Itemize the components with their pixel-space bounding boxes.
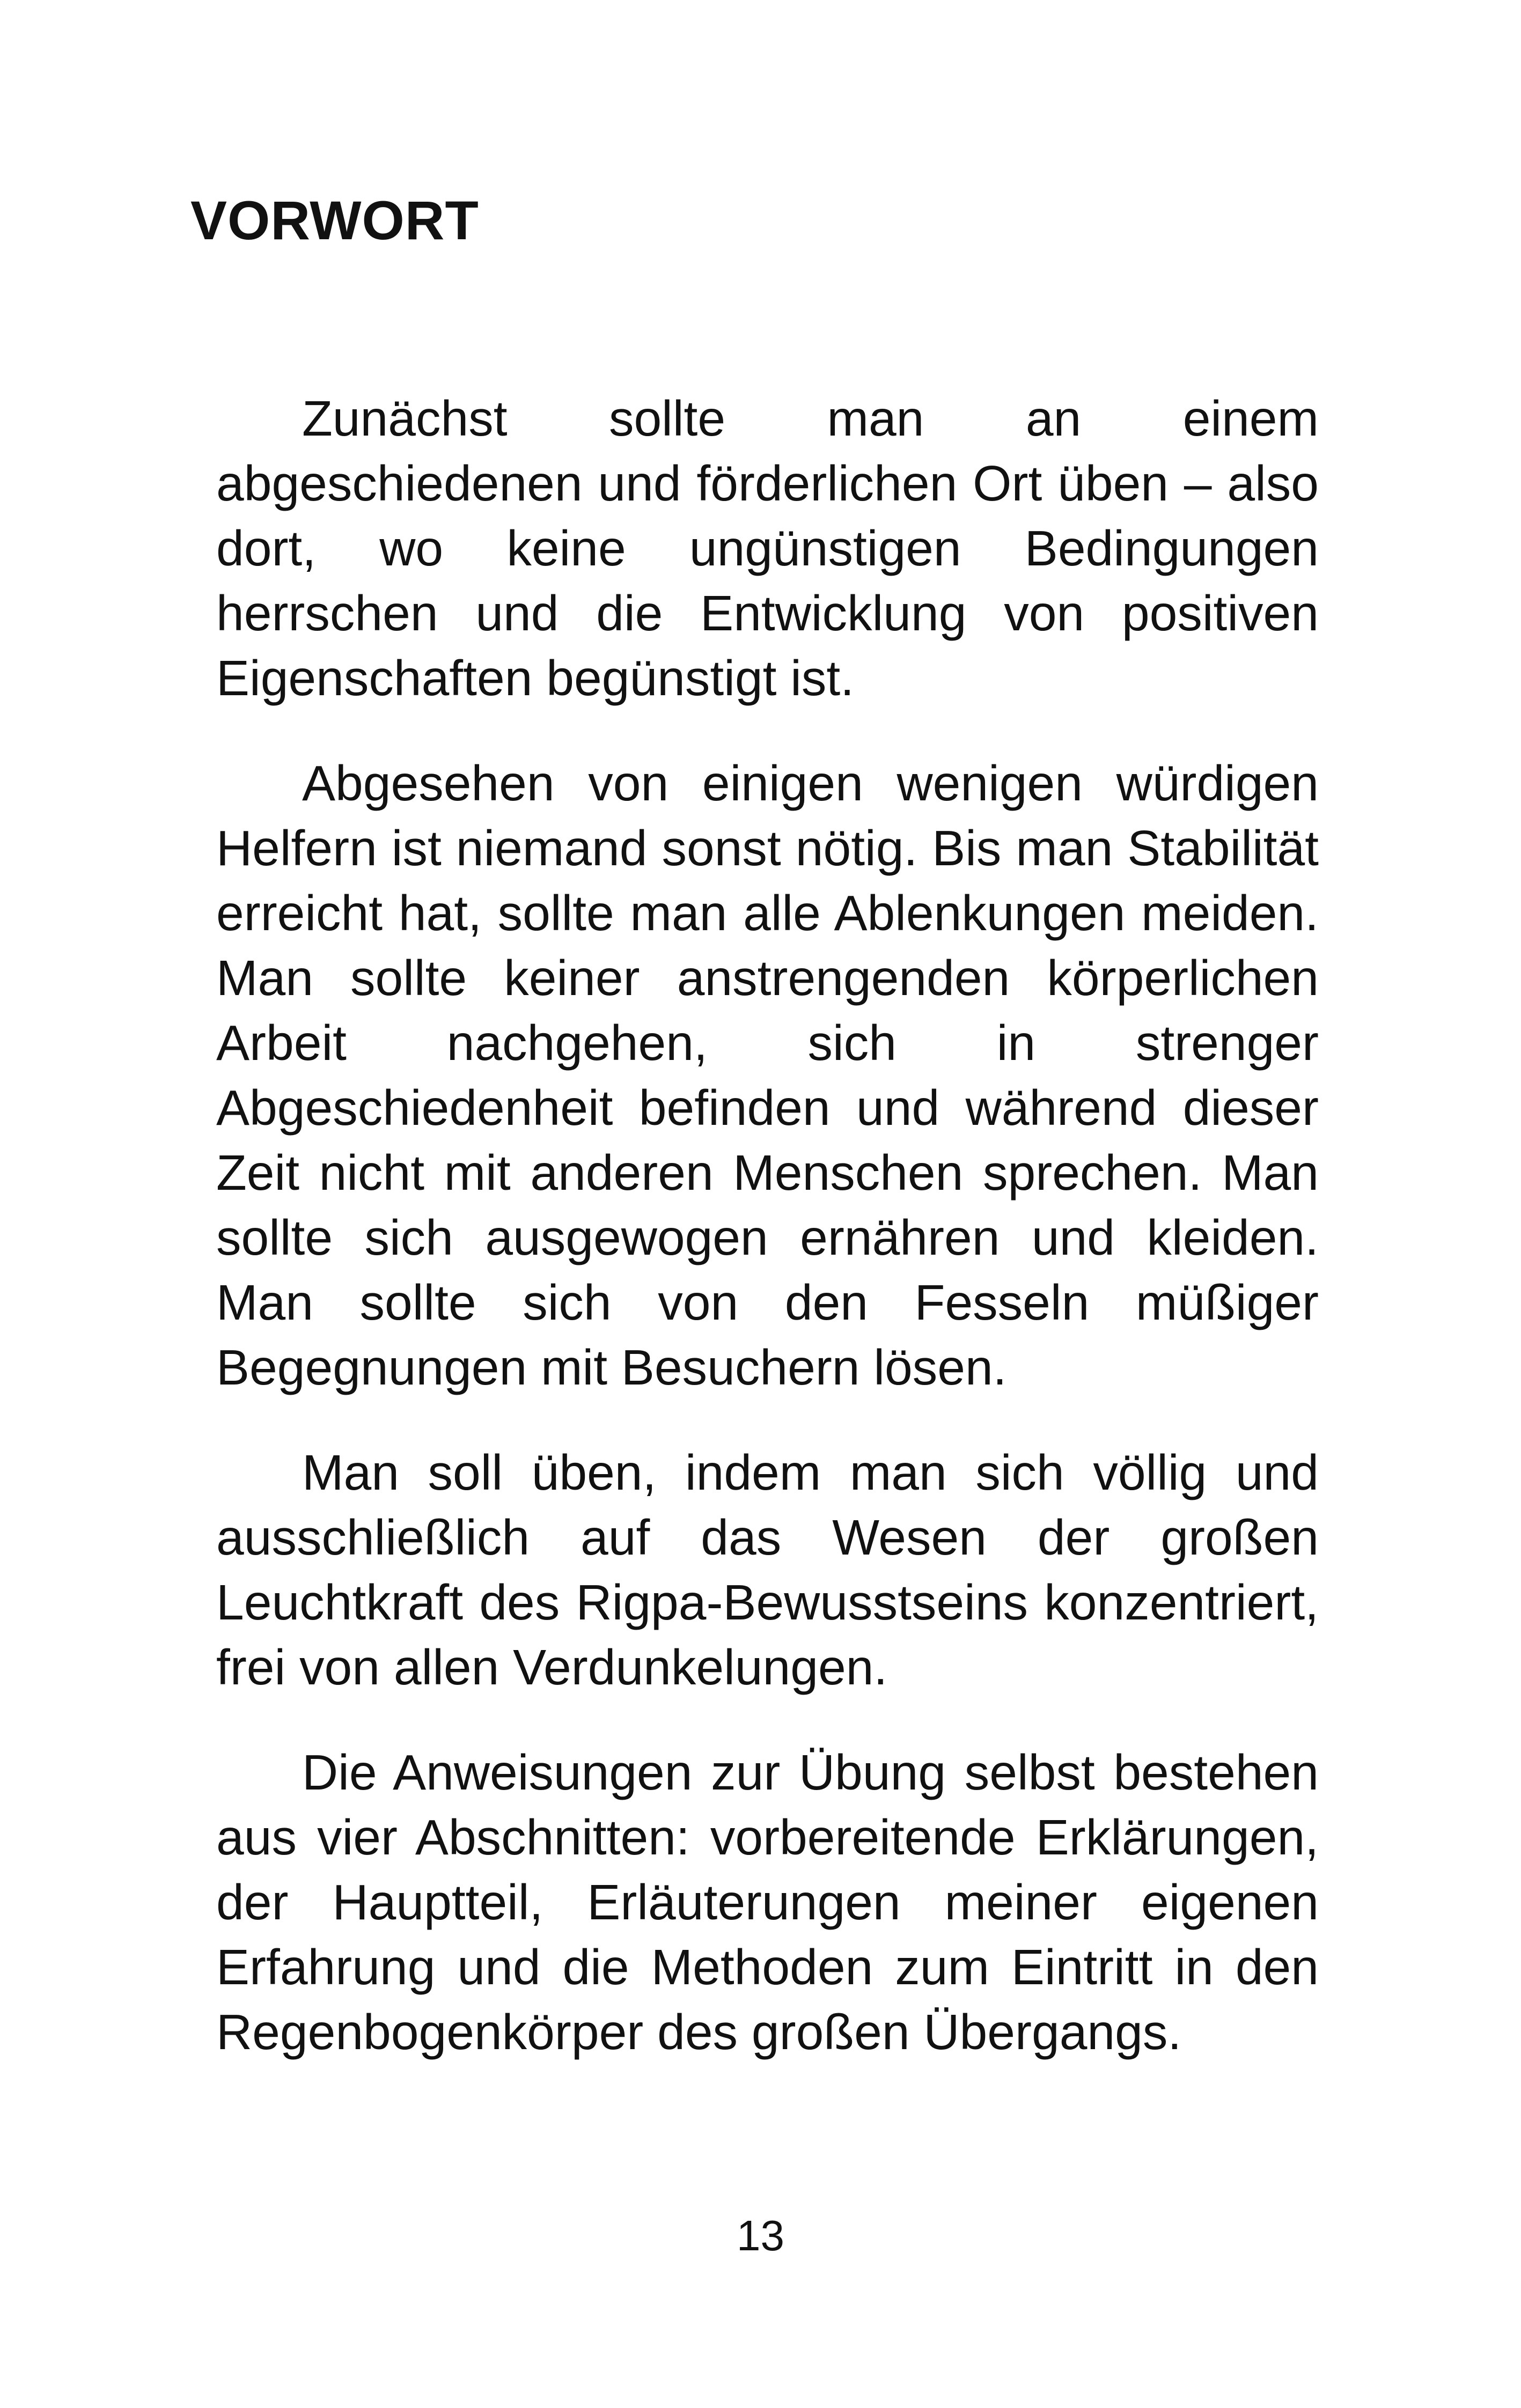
body-text [216, 386, 1319, 2105]
paragraph-1: Zunächst sollte man an einem abgeschiedenen und förderlichen Ort üben – also dort, wo keine ungünstigen Bedingungen herrschen und die Entwicklung von positiven Eigenschaften begünstigt ist. [216, 391, 1319, 706]
chapter-heading: VORWORT [190, 190, 479, 251]
paragraph-2: Abgesehen von einigen wenigen würdigen Helfern ist niemand sonst nötig. Bis man Stabilität erreicht hat, sollte man alle Ablenkungen meiden. Man sollte keiner anstrengenden körperlichen Arbeit nachgehen, sich in strenger Abgeschiedenheit befinden und während dieser Zeit nicht mit anderen Menschen sprechen. Man sollte sich ausgewogen ernähren und kleiden. Man sollte sich von den Fesseln müßiger Begegnungen mit Besuchern lösen. [216, 755, 1319, 1395]
paragraph-3: Man soll üben, indem man sich völlig und ausschließlich auf das Wesen der großen Leuchtkraft des Rigpa-Bewusstseins konzentriert, frei von allen Verdunkelungen. [216, 1445, 1319, 1695]
paragraph-4: Die Anweisungen zur Übung selbst bestehen aus vier Abschnitten: vorbereitende Erklärungen, der Hauptteil, Erläuterungen meiner eigenen Erfahrung und die Methoden zum Eintritt in den Regenbogenkörper des großen Übergangs. [216, 1744, 1319, 2060]
page-number: 13 [737, 2212, 784, 2259]
